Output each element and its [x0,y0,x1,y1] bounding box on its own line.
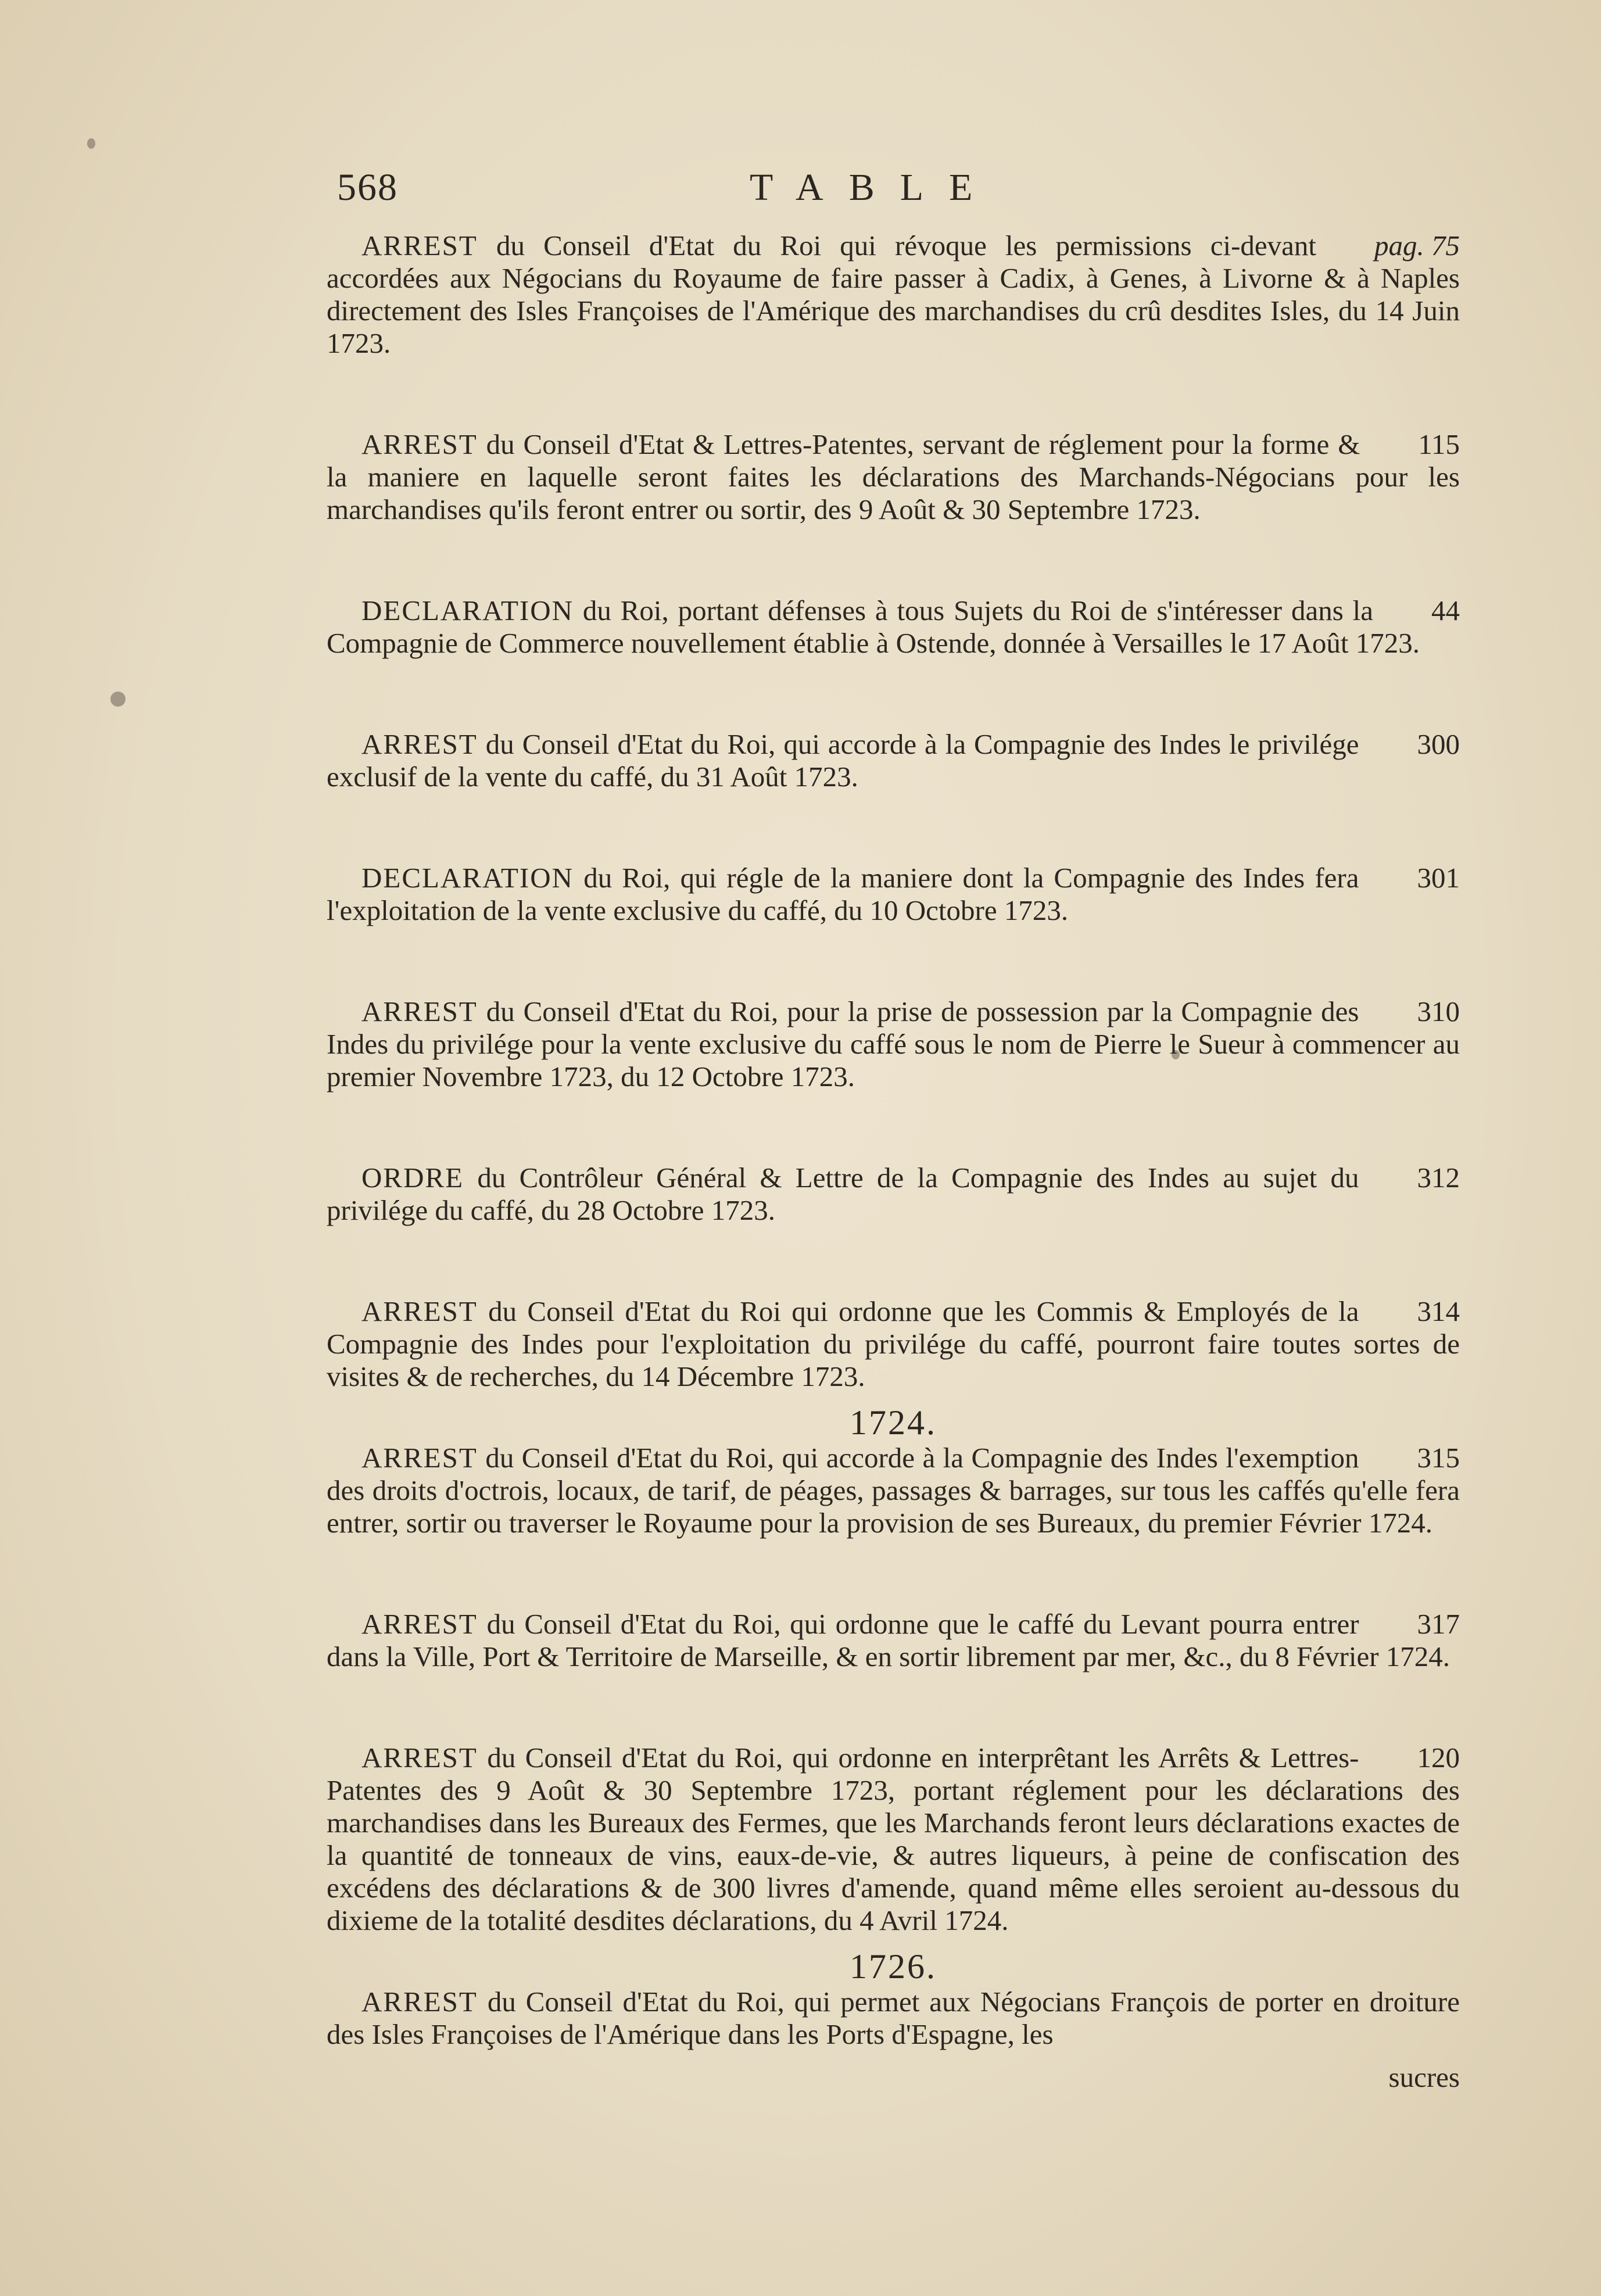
index-table [327,230,1460,2094]
index-entry [327,1742,1460,1937]
ink-spot [110,692,126,707]
page-reference: pag. 75 [1374,230,1460,262]
entry-text: du Conseil d'Etat & Lettres-Patentes, servant de réglement pour la forme & la maniere en laquelle seront faites les déclarations des Marchands-Négocians pour les marchandises qu'ils feront entrer ou sortir, des 9 Août & 30 Septembre 1723. [327,428,1460,525]
entry-lead: ARREST [361,1295,478,1327]
catchword: sucres [1388,2061,1460,2093]
index-entry [327,862,1460,927]
index-entry [327,594,1460,660]
index-entry [327,428,1460,526]
page-number: 568 [337,166,398,209]
entry-text: du Contrôleur Général & Lettre de la Compagnie des Indes au sujet du privilége du caffé, du 28 Octobre 1723. [327,1162,1359,1226]
page-reference: 315 [1417,1442,1460,1474]
entry-lead: ARREST [361,1986,478,2018]
entry-text: du Conseil d'Etat du Roi qui ordonne que les Commis & Employés de la Compagnie des Indes pour l'exploitation du privilége du caffé, pourront faire toutes sortes de visites & de recherches, du 14 Décembre 1723. [327,1295,1460,1392]
entry-lead: ARREST [361,1742,478,1774]
entry-text: du Conseil d'Etat du Roi, qui permet aux Négocians François de porter en droiture des Isles Françoises de l'Amérique dans les Ports d'Espagne, les [327,1986,1460,2050]
entry-lead: ARREST [361,1608,478,1640]
page-reference: 310 [1417,995,1460,1027]
entry-text: du Conseil d'Etat du Roi, pour la prise de possession par la Compagnie des Indes du privilége pour la vente exclusive du caffé sous le nom de Pierre le Sueur à commencer au premier Novembre 1723, du 12 Octobre 1723. [327,995,1460,1093]
page-reference: 120 [1417,1742,1460,1774]
entry-lead: ARREST [361,995,478,1027]
entry-text: du Conseil d'Etat du Roi qui révoque les permissions ci-devant accordées aux Négocians du Royaume de faire passer à Cadix, à Genes, à Livorne & à Naples directement des Isles Françoises de l'Amérique des marchandises du crû desdites Isles, du 14 Juin 1723. [327,230,1460,359]
index-entry [327,995,1460,1093]
entry-text: du Roi, qui régle de la maniere dont la Compagnie des Indes fera l'exploitation de la vente exclusive du caffé, du 10 Octobre 1723. [327,862,1359,926]
running-title: TABLE [750,166,998,209]
entry-text: du Roi, portant défenses à tous Sujets du Roi de s'intéresser dans la Compagnie de Commerce nouvellement établie à Ostende, donnée à Versailles le 17 Août 1723. [327,594,1420,659]
entry-text: du Conseil d'Etat du Roi, qui ordonne en interprêtant les Arrêts & Lettres-Patentes des 9 Août & 30 Septembre 1723, portant réglement pour les déclarations des marchandises dans les Bureaux des Fermes, que les Marchands feront leurs déclarations exactes de la quantité de tonneaux de vins, eaux-de-vie, & autres liqueurs, à peine de confiscation des excédens des déclarations & de 300 livres d'amende, quand même elles seroient au-dessous du dixieme de la totalité desdites déclarations, du 4 Avril 1724. [327,1742,1460,1936]
index-entry [327,1986,1460,2051]
year-heading-1724: 1724. [850,1403,937,1442]
index-entry [327,1162,1460,1227]
year-heading-1726: 1726. [850,1947,937,1986]
entry-text: du Conseil d'Etat du Roi, qui accorde à la Compagnie des Indes l'exemption des droits d'octrois, locaux, de tarif, de péages, passages & barrages, sur tous les caffés qu'elle fera entrer, sortir ou traverser le Royaume pour la provision de ses Bureaux, du premier Février 1724. [327,1442,1460,1539]
page-reference: 44 [1431,594,1460,626]
entry-lead: DECLARATION [361,594,574,626]
index-entry [327,728,1460,793]
page-reference: 314 [1417,1295,1460,1327]
page-reference: 300 [1417,728,1460,760]
index-entry [327,1608,1460,1673]
entry-lead: ORDRE [361,1162,464,1194]
page-reference: 301 [1417,862,1460,894]
entry-lead: ARREST [361,428,478,460]
page-reference: 312 [1417,1162,1460,1194]
page-reference: 317 [1417,1608,1460,1640]
page-reference: 115 [1418,428,1460,460]
entry-text: du Conseil d'Etat du Roi, qui accorde à la Compagnie des Indes le privilége exclusif de la vente du caffé, du 31 Août 1723. [327,728,1359,793]
index-entry [327,230,1460,360]
index-entry [327,1442,1460,1539]
entry-text: du Conseil d'Etat du Roi, qui ordonne que le caffé du Levant pourra entrer dans la Ville, Port & Territoire de Marseille, & en sortir librement par mer, &c., du 8 Février 1724. [327,1608,1450,1672]
entry-lead: ARREST [361,230,478,262]
entry-lead: DECLARATION [361,862,574,894]
index-entry [327,1295,1460,1393]
ink-spot [87,138,95,149]
entry-lead: ARREST [361,1442,478,1474]
entry-lead: ARREST [361,728,478,760]
